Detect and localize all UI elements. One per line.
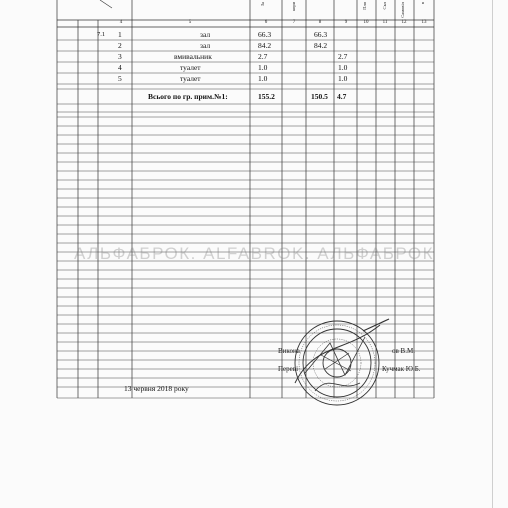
- row1-number: 1: [118, 30, 122, 39]
- header-label-misc: в: [420, 2, 425, 5]
- row4-aux-area: 1.0: [338, 63, 348, 72]
- total-main-area: 150.5: [311, 92, 328, 101]
- col-number-7: 7: [292, 20, 296, 25]
- header-label-area: За: [260, 2, 265, 7]
- col-number-5: 5: [188, 20, 192, 25]
- row2-main-area: 84.2: [314, 41, 328, 50]
- row2-area: 84.2: [258, 41, 272, 50]
- row1-main-area: 66.3: [314, 30, 328, 39]
- row1-area: 66.3: [258, 30, 272, 39]
- row3-aux-area: 2.7: [338, 52, 348, 61]
- row1-name: зал: [200, 30, 211, 39]
- document-date: 13 червня 2018 року: [124, 384, 189, 393]
- col-number-10: 10: [363, 20, 369, 25]
- col-number-9: 9: [344, 20, 348, 25]
- signature-checker-prefix: Переві: [278, 365, 299, 373]
- row3-name: вмивальник: [174, 52, 212, 61]
- col-number-12: 12: [401, 20, 407, 25]
- col-number-11: 11: [382, 20, 388, 25]
- col-number-6: 6: [264, 20, 268, 25]
- row2-name: зал: [200, 41, 211, 50]
- row5-area: 1.0: [258, 74, 268, 83]
- col-number-4: 4: [119, 20, 123, 25]
- official-seal-stamp: [285, 313, 395, 409]
- signature-executor-name: ов В.М.: [392, 347, 415, 355]
- row3-area: 2.7: [258, 52, 268, 61]
- col-number-13: 13: [421, 20, 427, 25]
- header-label-unauthorized: Самовіл: [400, 2, 405, 18]
- row4-number: 4: [118, 63, 122, 72]
- row5-name: туалет: [180, 74, 201, 83]
- row4-area: 1.0: [258, 63, 268, 72]
- total-label: Всього по гр. прим.№1:: [148, 92, 228, 101]
- col-number-8: 8: [318, 20, 322, 25]
- row5-aux-area: 1.0: [338, 74, 348, 83]
- row3-number: 3: [118, 52, 122, 61]
- row2-number: 2: [118, 41, 122, 50]
- row4-name: туалет: [180, 63, 201, 72]
- total-aux-area: 4.7: [337, 92, 347, 101]
- signature-checker-name: Кучмак Ю.Б.: [382, 365, 421, 373]
- row1-col4: 7.1: [97, 31, 106, 38]
- total-area: 155.2: [258, 92, 275, 101]
- header-label-area2: Пло: [362, 2, 367, 10]
- header-label-storage: Скл: [382, 2, 387, 10]
- watermark: АЛЬФАБРОК. ALFABROK. АЛЬФАБРОК: [74, 244, 434, 263]
- header-label-corridor: кори: [291, 2, 296, 11]
- row5-number: 5: [118, 74, 122, 83]
- signature-executor-prefix: Викона: [278, 347, 300, 355]
